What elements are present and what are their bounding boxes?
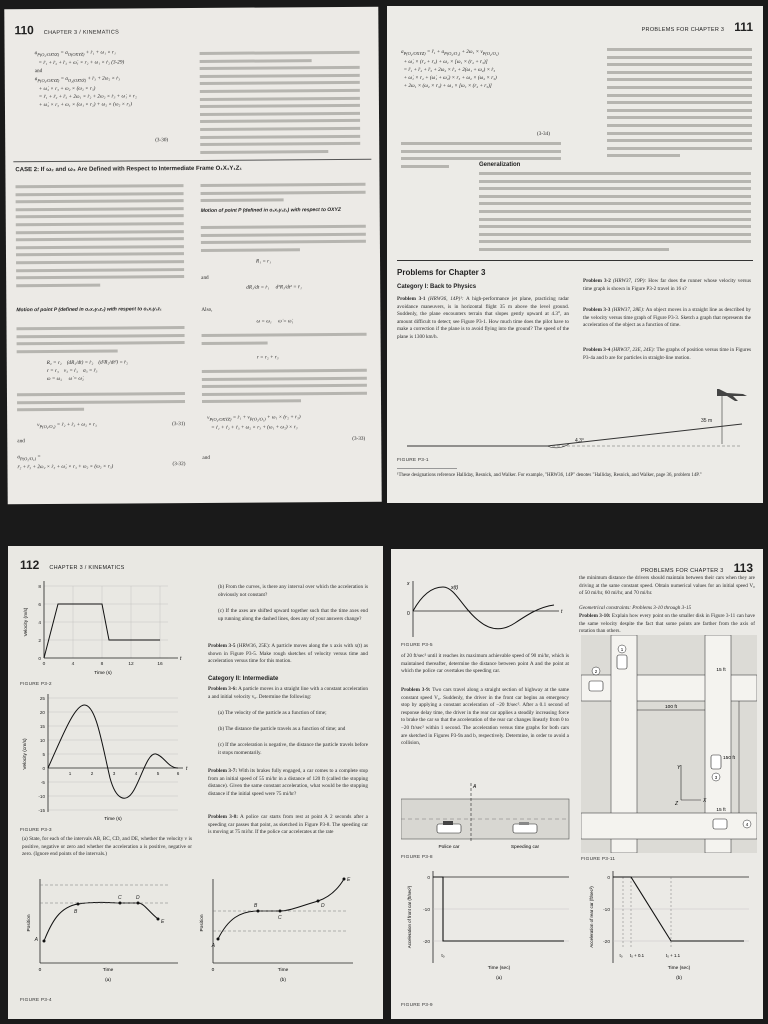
origin-label: 0 (407, 611, 410, 617)
subfigure-label: (a) (105, 978, 111, 983)
problem-label: Problem 3-8: (208, 814, 238, 820)
x-tick: 0 (42, 662, 46, 667)
geometric-constraints: Geometrical constraints: Problems 3-10 through 3-15 (579, 605, 692, 611)
bottom-road (581, 813, 757, 839)
subheading-motion-o2: Motion of point P (defined in o₂x₂y₂z₂) with respect to o₁x₁y₁z₁ (16, 306, 162, 314)
page-110 (4, 7, 381, 505)
jet-icon (717, 389, 747, 401)
x-axis-label: Time (sec) (667, 966, 691, 971)
subfigure-label: (b) (676, 976, 682, 981)
y-tick: 2 (38, 639, 41, 644)
equation-block: $v_{P(O_2/O_1)}$ = ṙ₂ + ṙ₃ + ω₂ × r₃ (37, 421, 97, 430)
position-curve (413, 587, 554, 629)
paragraph-text (201, 225, 366, 257)
text-and: and (201, 274, 209, 281)
y-tick: 0 (427, 876, 430, 881)
figure-p3-9 (399, 865, 759, 999)
dim-100-label: 100 ft (664, 705, 678, 710)
point-label: C (118, 895, 122, 901)
speeding-car-label: Speeding car (510, 845, 540, 850)
figure-label: FIGURE P3-9 (401, 1003, 433, 1008)
problem-3-8 (208, 814, 368, 837)
footnote-rule (397, 468, 457, 469)
figure-p3-8 (401, 779, 571, 851)
problem-label: Problem 3-2 (583, 278, 611, 284)
problem-3-6c: (c) If the acceleration is negative, the distance the particle travels before it stops momentarily. (218, 742, 368, 756)
problem-text: Two cars travel along a straight section of highway at the same constant speed V₀. Suddenly, the driver in the front car begins an emergency stop by applying a constant acceleration of −20 ft/sec². After a 0.1 second of response delay time, the driver in the rear car applies a steadily increasing force to brake the car so that the acceleration of the rear car changes linearly from 0 to −20 ft/sec² within 1 second. The acceleration versus time graphs for both cars are sketched in Figures P3-9a and b, respectively. Determine, in order to avoid a collision, (401, 687, 569, 747)
problem-label: Problem 3-4 (583, 347, 611, 353)
x-tick: 8 (100, 662, 104, 667)
y-tick: 0 (38, 657, 41, 662)
position-curve (44, 902, 158, 941)
x-tick: 4 (71, 662, 75, 667)
paragraph-text (202, 333, 367, 349)
page-113 (391, 549, 763, 1019)
y-tick-labels (38, 696, 45, 813)
problem-label: Problem 3-7: (208, 768, 238, 774)
running-head: PROBLEMS FOR CHAPTER 3 (641, 27, 725, 33)
curve-label: x(t) (451, 585, 459, 591)
running-head: CHAPTER 3 / KINEMATICS (49, 565, 125, 571)
figure-p3-4 (18, 871, 376, 999)
problem-3-2 (583, 278, 751, 293)
car-number: 1 (620, 647, 624, 652)
equation-block: $a_{P(O_2/O_1)}$ = r̈₂ + r̈₃ + 2ω₂ × ṙ₃ + ω̇₂ × r₃ + ω₂ × (ω₂ × r₃) (17, 454, 114, 471)
problem-ref: (HRW36, 14P)¹: (428, 296, 464, 302)
problem-text: The graphs of position versus time in Figures P3-4a and b are for particles in straight-line motion. (583, 347, 752, 361)
y-tick: -10 (423, 908, 430, 913)
problem-text: How far does the runner whose velocity versus time graph is shown in Figure P3-2 travel in 16 s? (583, 278, 752, 292)
equation-number: (3-32) (172, 461, 186, 468)
figure-label: FIGURE P3-1 (397, 458, 429, 463)
x-axis-label: Time (sec) (487, 966, 511, 971)
problem-3-4b: (b) From the curves, is there any interval over which the acceleration is obviously not constant? (218, 584, 368, 598)
grid (48, 698, 178, 810)
equation-block: $a_{P(O_2/OXYZ)} = a_{O(OXYZ)}$ + ṙ₁ + ω₁ × r₁ = r̈₁ + r̈₂ + r̈₃ + ω̇₁ × r₂ + ω₁ × ṙ₂ (3-29) and $a_{P(O_3/OXYZ)} = a_{O_2(OXYZ)}$ + r̈₃ + 2ω₂ × ṙ₃ + ω̇₂ × r₃ + ω₂ × (ω₂ × r₃) = r̈₁ + r̈₂ + r̈₃ + 2ω₁ × ṙ₂ + 2ω₂ × ṙ₃ + ω̇₁ × r₂ + ω̇₂ × r₃ + ω₁ × (ω₁ × r₂) + ω₂ × (ω₂ × r₃) (34, 49, 137, 109)
page-header (641, 561, 753, 575)
page-number: 110 (14, 23, 34, 38)
y-axis-label: Position (27, 914, 32, 932)
problem-3-3 (583, 307, 751, 330)
x-tick: 12 (128, 662, 134, 667)
paragraph-text (479, 172, 751, 256)
problem-label: Problem 3-6: (208, 686, 237, 692)
problem-label: Problem 3-1 (397, 296, 426, 302)
problem-text: (HRW36, 25E): A particle moves along the x axis with x(t) as shown in Figure P3-5. Make rough sketches of velocity versus time and acceleration versus time for this motion. (208, 643, 368, 665)
y-tick: -10 (603, 908, 610, 913)
x-tick: 3 (112, 771, 116, 776)
page-header (14, 23, 119, 38)
point-label: B (254, 903, 258, 909)
page-number: 113 (733, 561, 753, 575)
problem-label: Problem 3-5 (208, 643, 236, 649)
paragraph-text (16, 326, 184, 358)
problem-3-10 (579, 613, 755, 636)
problem-3-4 (583, 347, 751, 362)
y-tick: -15 (38, 808, 45, 813)
running-head: PROBLEMS FOR CHAPTER 3 (640, 568, 724, 574)
page-111 (387, 6, 763, 503)
text-also: Also, (201, 306, 213, 313)
point-label: C (278, 915, 282, 921)
equation-block: R₁ = r₁ (256, 258, 271, 265)
x-tick: 4 (134, 771, 138, 776)
figure-p3-9b (589, 871, 749, 981)
height-label: 35 m (701, 418, 713, 424)
z-axis-label: Z (675, 801, 679, 807)
subfigure-label: (a) (496, 976, 502, 981)
y-axis-label: Velocity (cm/s) (23, 738, 28, 770)
equation-block: ω = ω₁ ω̇ = ω̇₁ (256, 318, 294, 325)
y-tick: 0 (607, 876, 610, 881)
x-axis-label: Time (s) (104, 817, 122, 822)
x-axis-label: X (703, 798, 707, 804)
problem-3-5 (208, 643, 368, 666)
x-axis-label: Time (102, 968, 114, 973)
figure-label: FIGURE P3-5 (401, 643, 433, 648)
equation-block: dR₁/dt = ṙ₁ d²R₁/dt² = r̈₁ (246, 284, 302, 291)
x-tick: 1 (68, 771, 72, 776)
equation-number: (3-33) (352, 435, 366, 442)
t-axis-label: t (180, 656, 182, 662)
text-top-right: the minimum distance the drivers should maintain between their cars when they are driving at the same constant speed. Obtain numerical values for an initial speed V₀ of 50 mi/hr, 60 mi/hr, and 70 mi/hr. (579, 575, 755, 597)
figure-label: FIGURE P3-3 (20, 828, 52, 833)
point-label: D (136, 895, 140, 901)
y-tick: -20 (603, 940, 610, 945)
car-number: 4 (745, 822, 749, 827)
figure-p3-11 (581, 635, 757, 853)
car-number: 3 (714, 775, 718, 780)
problem-3-6a: (a) The velocity of the particle as a function of time; (218, 710, 327, 716)
y-tick: 0 (42, 766, 45, 771)
point-label: B (74, 909, 78, 915)
equation-block: R₂ = r₂ (dR₂/dt) = ṙ₂ (d²R₂/dt²) = r̈₂ r = r₃ v₃ = ṙ₃ a₃ = r̈₃ ω = ω₂ ω̇ = ω̇₂ (46, 359, 128, 383)
figure-p3-1 (397, 384, 753, 464)
t-axis-label: t (561, 609, 563, 615)
problem-3-6 (208, 686, 368, 701)
point-label: A (34, 937, 38, 943)
dim-150-label: 150 ft (722, 756, 735, 761)
x-tick: 5 (156, 771, 160, 776)
problems-heading: Problems for Chapter 3 (397, 268, 486, 277)
problem-ref: (HRW37, 19P): (612, 278, 647, 284)
problem-text: An object moves in a straight line as described by the velocity versus time graph of Figure P3-3. Sketch a graph that represents the acceleration of the object as a function of time. (583, 307, 752, 329)
problem-3-9 (401, 687, 569, 748)
problem-text: A police car starts from rest at point A 2 seconds after a speeding car passes that point, as sketched in Figure P3-8. The speeding car is moving at 75 mi/hr. If the police car accelerates at the rate (208, 814, 368, 836)
text-and: and (202, 454, 210, 461)
origin-label: 0 (38, 968, 42, 973)
figure-p3-2 (18, 576, 198, 681)
problem-3-4c: (c) If the axes are shifted upward together such that the time axes end up running along the dashed lines, does any of your answers change? (218, 608, 368, 622)
angle-label: 4.3° (575, 438, 584, 444)
y-axis-label: Acceleration of rear car (ft/sec²) (589, 886, 594, 948)
point-label: E (161, 919, 165, 925)
point-a-label: A (473, 784, 477, 790)
page-header (20, 558, 125, 572)
paragraph-text (607, 48, 752, 162)
police-car-label: Police car (438, 845, 460, 850)
t0-label: t₀ (619, 953, 623, 958)
x-axis-label: x (407, 581, 410, 587)
equation-block: $a_{P(O_2/OXYZ)}$ = r̈₁ + $a_{P(O_2/O_1)} + 2\omega_1 \times v_{P(O_2/O_1)}$ + ω̇₁ × (r₂ + r₃) + ω₁ × [ω₁ × (r₂ + r₃)] = r̈₁ + r̈₂ + r̈₃ + 2ω₂ × ṙ₃ + 2(ω₁ + ω₂) × ṙ₃ + ω̇₁ × r₂ + (ω̇₁ + ω̇₂) × r₃ + ω₂ × (ω₂ × r₃) + 2ω₁ × (ω₂ × r₃) + ω₁ × [ω₁ × (r₂ + r₃)] (401, 49, 499, 90)
problem-label: Problem 3-3 (583, 307, 611, 313)
page-112 (8, 546, 383, 1019)
case-heading: CASE 2: If ω₂ and ω₃ Are Defined with Respect to Intermediate Frame O₁X₁Y₁Z₁ (15, 165, 242, 174)
equation-number: (3-31) (172, 421, 186, 428)
problem-3-6b: (b) The distance the particle travels as a function of time; and (218, 726, 346, 732)
problem-3-1 (397, 296, 569, 342)
paragraph-text (202, 369, 367, 408)
t0-label: t₀ (441, 954, 445, 959)
problem-3-4a: (a) State, for each of the intervals AB, BC, CD, and DE, whether the velocity v is positive, negative or zero and whether the acceleration a is positive, negative or zero. (Ignore end points of the intervals.) (22, 836, 192, 858)
footnote: ¹These designations reference Halliday, Resnick, and Walker. For example, "HRW36, 14P" denotes "Halliday, Resnick, and Walker, page 36, problem 14P." (397, 473, 702, 478)
dim-15-top-label: 15 ft (716, 668, 726, 673)
category-heading: Category I: Back to Physics (397, 284, 477, 290)
generalization-heading: Generalization (479, 162, 521, 168)
subfigure-label: (b) (280, 978, 286, 983)
figure-label: FIGURE P3-4 (20, 998, 52, 1003)
t-axis-label: t (186, 766, 188, 772)
figure-label: FIGURE P3-8 (401, 855, 433, 860)
point-label: E (347, 877, 351, 883)
y-tick: 6 (38, 603, 41, 608)
y-tick: 20 (39, 710, 45, 715)
y-tick-labels (38, 584, 41, 662)
figure-p3-4b (199, 877, 353, 983)
problem-text: With its brakes fully engaged, a car comes to a complete stop from an initial speed of 55 mi/hr in a distance of 120 ft (called the stopping distance). Given the same constant acceleration, what would be the stopping distance if the initial speed were 75 mi/hr? (208, 768, 368, 797)
t11-label: t₀ + 1.1 (665, 953, 681, 958)
paragraph-text (16, 184, 185, 291)
y-tick: 15 (39, 724, 45, 729)
page-header (642, 20, 753, 34)
y-tick: -20 (423, 940, 430, 945)
figure-label: FIGURE P3-11 (581, 857, 616, 862)
divider (13, 159, 371, 162)
problem-ref: (HRW37, 23E, 24E): (611, 347, 656, 353)
figure-p3-9a (407, 871, 569, 981)
problem-label: Problem 3-9: (401, 687, 431, 693)
text-continuation: of 20 ft/sec² until it reaches its maximum achievable speed of 90 mi/hr, which is maintained thereafter, determine the distance between point A and the point at which the police car overtakes the speeding car. (401, 653, 569, 675)
page-number: 112 (20, 558, 40, 572)
car-number: 2 (594, 669, 598, 674)
paragraph-text (201, 183, 366, 207)
x-tick-labels (43, 661, 163, 667)
y-tick: 8 (38, 585, 41, 590)
figure-p3-4a (26, 879, 178, 983)
category-heading: Category II: Intermediate (208, 676, 279, 682)
y-axis-label: Position (200, 914, 205, 932)
paragraph-text (17, 392, 185, 416)
equation-number: (3-34) (537, 131, 550, 137)
origin-label: 0 (211, 968, 215, 973)
y-axis-label: Acceleration of front car (ft/sec²) (407, 885, 412, 949)
problem-3-7 (208, 768, 368, 798)
figure-label: FIGURE P3-2 (20, 682, 52, 687)
point-label: A (211, 943, 215, 949)
problem-text: A particle moves in a straight line with a constant acceleration a and initial velocity v₀. Determine the following: (208, 686, 368, 700)
t01-label: t₀ + 0.1 (629, 953, 645, 958)
equation-number: (3-30) (155, 137, 169, 144)
point-label: D (321, 903, 325, 909)
divider (397, 260, 753, 261)
problem-ref: (HRW37, 28E): (611, 307, 645, 313)
position-curve (218, 879, 344, 939)
y-axis-label: Velocity (m/s) (24, 607, 29, 637)
y-axis-label: Y (677, 765, 681, 771)
y-tick: 4 (38, 621, 41, 626)
equation-block: r = r₂ + r₃ (256, 354, 279, 361)
dim-15-bottom-label: 15 ft (716, 808, 726, 813)
y-tick: 25 (39, 696, 45, 701)
x-tick: 16 (157, 662, 163, 667)
text-and: and (17, 438, 25, 445)
figure-p3-5 (399, 579, 569, 641)
x-axis-label: Time (s) (94, 671, 112, 676)
y-tick: -10 (38, 794, 45, 799)
equation-block: $v_{P(O_2/OXYZ)}$ = ṙ₁ + $v_{P(O_2/O_1)} + \omega_1 \times (r_2 + r_3)$ = ṙ₁ + ṙ₂ + ṙ₃ + ω₂ × r₃ + (ω₁ + ω₂) × r₃ (207, 414, 301, 431)
y-tick: -5 (40, 780, 45, 785)
subheading-motion-oxyz: Motion of point P (defined in o₁x₁y₁z₁) with respect to OXYZ (200, 206, 341, 214)
problem-text: Explain how every point on the smaller disk in Figure 3-11 can have the same velocity despite the fact that some points are farther from the axis of rotation than others. (579, 613, 755, 635)
x-tick-labels (69, 771, 180, 776)
x-tick: 6 (176, 771, 180, 776)
problem-label: Problem 3-10: (579, 613, 611, 619)
y-tick: 10 (39, 738, 45, 743)
running-head: CHAPTER 3 / KINEMATICS (43, 29, 120, 37)
velocity-curve (48, 705, 178, 798)
figure-p3-3 (18, 692, 198, 822)
x-tick: 2 (90, 771, 94, 776)
x-axis-label: Time (277, 968, 289, 973)
page-number: 111 (734, 20, 753, 34)
problem-text: A high-performance jet plane, practicing radar avoidance maneuvers, is in horizontal flight 35 m above the level ground. Suddenly, the plane encounters terrain that slopes gently upward at 4.3°, an amount difficult to detect; see Figure P3-1. How much time does the pilot have to make a correction if the plane is to avoid flying into the ground? The speed of the plane is 1300 km/h. (397, 296, 569, 340)
paragraph-text (200, 51, 361, 158)
y-tick: 5 (42, 752, 45, 757)
